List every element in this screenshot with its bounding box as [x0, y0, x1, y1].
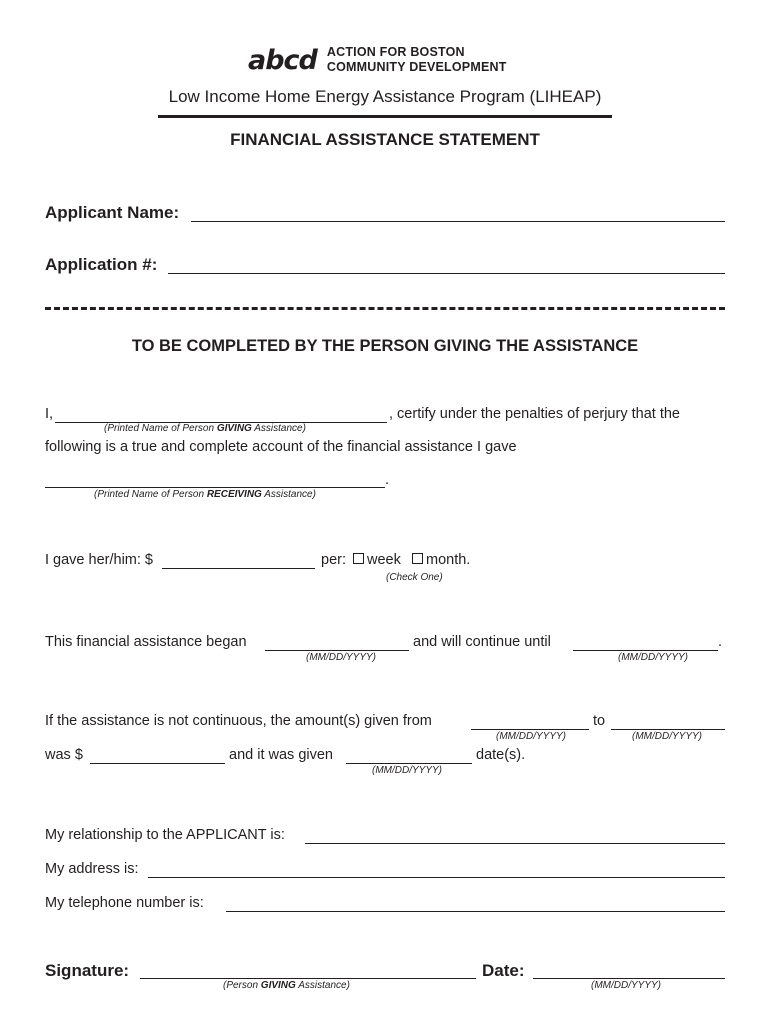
to-date-hint: (MM/DD/YYYY): [632, 731, 702, 742]
cert-prefix: I,: [45, 406, 54, 422]
given-date-field[interactable]: [346, 763, 472, 764]
program-name: Low Income Home Energy Assistance Program (LIHEAP): [168, 87, 602, 106]
check-one-hint: (Check One): [386, 572, 443, 583]
was-label: was $: [45, 747, 83, 763]
cert-line-2: following is a true and complete account of the financial assistance I gave: [45, 439, 517, 455]
began-date-field[interactable]: [265, 650, 409, 651]
abcd-logo: [248, 42, 507, 78]
to-date-field[interactable]: [611, 729, 725, 730]
amount-label: I gave her/him: $: [45, 552, 153, 568]
applicant-name-label: Applicant Name:: [45, 203, 180, 222]
to-label: to: [593, 713, 606, 729]
logo-line-2: COMMUNITY DEVELOPMENT: [326, 60, 507, 74]
phone-field[interactable]: [226, 911, 725, 912]
application-number-field[interactable]: [168, 273, 725, 274]
receiving-name-hint: (Printed Name of Person RECEIVING Assistance): [94, 489, 316, 500]
from-date-field[interactable]: [471, 729, 589, 730]
given-label: and it was given: [229, 747, 333, 763]
form-title: FINANCIAL ASSISTANCE STATEMENT: [230, 130, 540, 149]
certify-text: , certify under the penalties of perjury that the: [389, 406, 680, 422]
phone-label: My telephone number is:: [45, 895, 204, 911]
signature-hint: (Person GIVING Assistance): [223, 980, 350, 991]
signature-label: Signature:: [45, 961, 130, 980]
per-label: per:: [321, 552, 346, 568]
header-rule: [158, 115, 612, 118]
signature-date-field[interactable]: [533, 978, 725, 979]
until-date-hint: (MM/DD/YYYY): [618, 652, 688, 663]
until-label: and will continue until: [413, 634, 551, 650]
signature-date-hint: (MM/DD/YYYY): [591, 980, 661, 991]
date-label: Date:: [482, 961, 525, 980]
noncontinuous-amount-field[interactable]: [90, 763, 225, 764]
application-number-label: Application #:: [45, 255, 158, 274]
address-field[interactable]: [148, 877, 725, 878]
logo-text: [327, 45, 507, 75]
given-date-hint: (MM/DD/YYYY): [372, 765, 442, 776]
began-date-hint: (MM/DD/YYYY): [306, 652, 376, 663]
section-title: TO BE COMPLETED BY THE PERSON GIVING THE ASSISTANCE: [131, 337, 639, 355]
giving-name-hint: (Printed Name of Person GIVING Assistance): [104, 423, 306, 434]
from-date-hint: (MM/DD/YYYY): [496, 731, 566, 742]
relationship-field[interactable]: [305, 843, 725, 844]
logo-line-1: ACTION FOR BOSTON: [326, 45, 465, 59]
relationship-label: My relationship to the APPLICANT is:: [45, 827, 285, 843]
logo-mark: abcd: [248, 44, 317, 76]
began-label: This financial assistance began: [45, 634, 247, 650]
cut-line-divider: [45, 307, 725, 310]
week-checkbox[interactable]: [353, 553, 364, 564]
receiving-name-field[interactable]: [45, 487, 385, 488]
month-option[interactable]: month.: [412, 552, 470, 568]
until-date-field[interactable]: [573, 650, 718, 651]
applicant-name-field[interactable]: [191, 221, 725, 222]
dates-label: date(s).: [476, 747, 526, 763]
amount-field[interactable]: [162, 568, 315, 569]
week-option[interactable]: week: [353, 552, 401, 568]
address-label: My address is:: [45, 861, 139, 877]
signature-field[interactable]: [140, 978, 476, 979]
noncontinuous-label: If the assistance is not continuous, the amount(s) given from: [45, 713, 432, 729]
cert-period: .: [385, 472, 390, 488]
until-period: .: [718, 634, 723, 650]
month-checkbox[interactable]: [412, 553, 423, 564]
